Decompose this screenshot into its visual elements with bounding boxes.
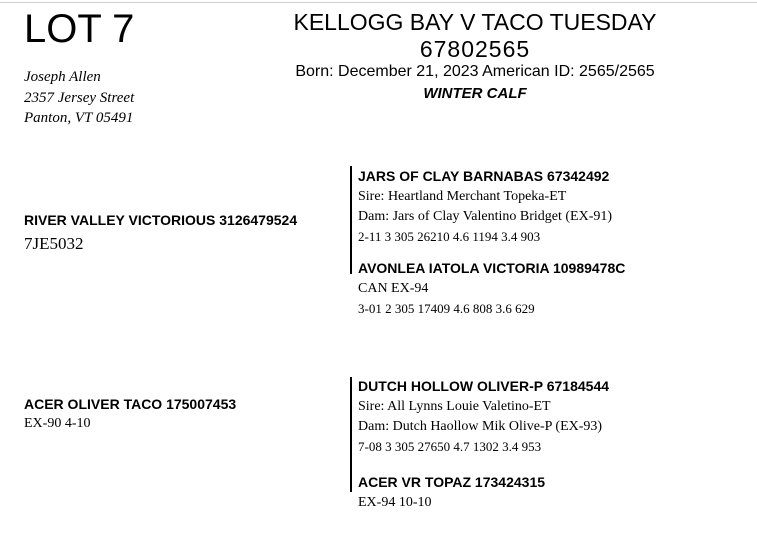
owner-address: [24, 67, 134, 129]
sires-dam-block: [358, 259, 625, 319]
dams-sire-name: DUTCH HOLLOW OLIVER-P 67184544: [358, 378, 610, 394]
class-label: WINTER CALF: [423, 85, 527, 102]
dams-dam-block: [358, 473, 545, 513]
sires-sire-name: JARS OF CLAY BARNABAS 67342492: [358, 168, 610, 184]
sires-sire-record: 2-11 3 305 26210 4.6 1194 3.4 903: [358, 229, 541, 244]
birth-info: Born: December 21, 2023 American ID: 2565/2565: [295, 63, 655, 80]
dams-sire-sire-line: Sire: All Lynns Louie Valetino-ET: [358, 399, 551, 414]
owner-city: Panton, VT 05491: [24, 110, 134, 126]
sires-dam-name: AVONLEA IATOLA VICTORIA 10989478C: [358, 260, 626, 276]
dam-score: EX-90 4-10: [24, 416, 91, 431]
dams-sire-block: [358, 377, 609, 457]
owner-name: Joseph Allen: [24, 69, 101, 85]
sires-sire-block: [358, 167, 612, 247]
sires-dam-score: CAN EX-94: [358, 281, 429, 296]
sire-block: [24, 211, 297, 255]
top-rule: [0, 2, 757, 3]
dam-block: [24, 395, 236, 434]
owner-street: 2357 Jersey Street: [24, 89, 135, 106]
sire-code: 7JE5032: [24, 234, 84, 253]
dams-sire-record: 7-08 3 305 27650 4.7 1302 3.4 953: [358, 439, 542, 454]
sires-sire-dam-line: Dam: Jars of Clay Valentino Bridget (EX-91): [358, 209, 613, 224]
dams-sire-dam-line: Dam: Dutch Haollow Mik Olive-P (EX-93): [358, 419, 603, 434]
pedigree-bracket: [350, 166, 352, 274]
animal-name: KELLOGG BAY V TACO TUESDAY: [293, 9, 657, 35]
sires-dam-record: 3-01 2 305 17409 4.6 808 3.6 629: [358, 301, 535, 316]
dams-dam-name: ACER VR TOPAZ 173424315: [358, 474, 546, 490]
dams-dam-score: EX-94 10-10: [358, 495, 432, 510]
pedigree-bracket: [350, 474, 352, 492]
pedigree-bracket: [350, 377, 352, 486]
dam-name: ACER OLIVER TACO 175007453: [24, 396, 237, 412]
sires-sire-sire-line: Sire: Heartland Merchant Topeka-ET: [358, 189, 567, 204]
registration-number: 67802565: [419, 36, 531, 62]
sire-name: RIVER VALLEY VICTORIOUS 3126479524: [24, 212, 298, 228]
lot-number: LOT 7: [24, 7, 135, 51]
